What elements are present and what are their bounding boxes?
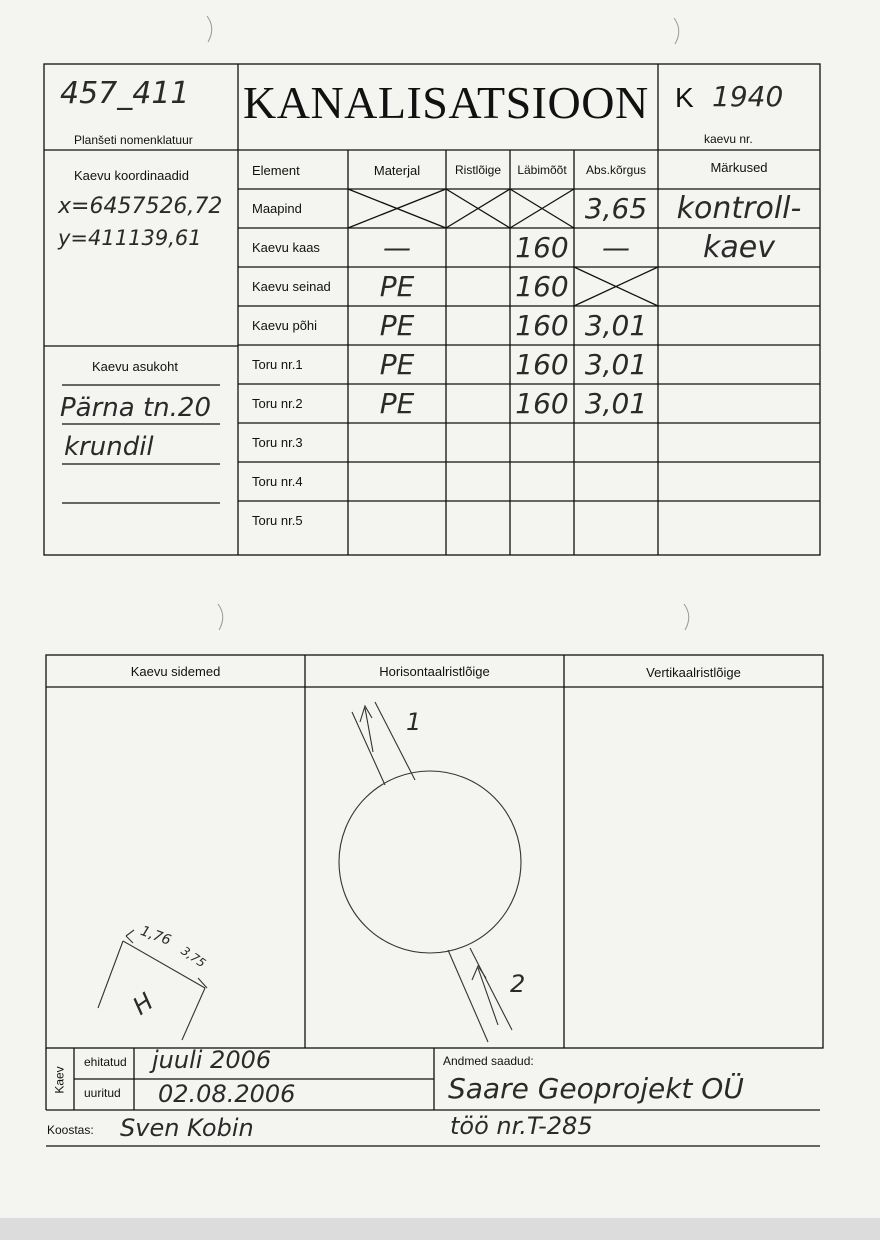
- andmed-value: Saare Geoprojekt OÜ: [448, 1072, 744, 1105]
- ehitatud-label: ehitatud: [84, 1055, 127, 1069]
- cell-ristloige: [446, 384, 510, 423]
- cell-labimoot: [510, 189, 574, 228]
- uuritud-label: uuritud: [84, 1086, 121, 1100]
- cell-labimoot: 160: [515, 309, 569, 342]
- cell-element: Toru nr.2: [252, 396, 303, 411]
- col-header-ristloige: Ristlõige: [454, 163, 502, 177]
- cell-materjal: PE: [379, 270, 415, 303]
- cell-labimoot: 160: [515, 387, 569, 420]
- cell-materjal: [348, 501, 446, 540]
- cell-abs-korgus: —: [602, 231, 630, 264]
- house-mark: H: [127, 987, 159, 1021]
- pipe2-label: 2: [510, 970, 526, 998]
- punch-hole-mark: [207, 16, 212, 42]
- cell-labimoot: 160: [515, 231, 569, 264]
- cell-markused: [658, 384, 820, 423]
- cell-markused: [658, 423, 820, 462]
- col-header-markused: Märkused: [710, 159, 768, 175]
- well-label: kaevu nr.: [704, 132, 753, 146]
- cell-ristloige: [446, 306, 510, 345]
- cell-abs-korgus: [574, 423, 658, 462]
- cell-markused: [658, 501, 820, 540]
- cell-ristloige: [446, 423, 510, 462]
- sketch-dimension-1: 1,76: [138, 923, 173, 949]
- cell-materjal: —: [383, 231, 411, 264]
- well-number: 1940: [712, 80, 784, 113]
- cell-abs-korgus: 3,01: [584, 348, 648, 381]
- cell-element: Kaevu põhi: [252, 318, 318, 333]
- cell-markused: [658, 462, 820, 501]
- col-header-labimoot: Läbimõõt: [517, 163, 567, 177]
- cell-materjal: PE: [379, 387, 415, 420]
- cell-ristloige: [446, 462, 510, 501]
- cell-ristloige: [446, 267, 510, 306]
- col-header-element: Element: [252, 162, 300, 178]
- uuritud-value: 02.08.2006: [158, 1080, 296, 1108]
- well-prefix: K: [675, 82, 694, 113]
- coordinates-label: Kaevu koordinaadid: [74, 168, 189, 183]
- cell-abs-korgus: [574, 462, 658, 501]
- cell-abs-korgus: 3,65: [584, 192, 648, 225]
- cell-markused: [658, 267, 820, 306]
- punch-hole-mark: [674, 18, 679, 44]
- cell-markused: kontroll-: [676, 191, 802, 226]
- cell-ristloige: [446, 189, 510, 228]
- col-header-materjal: Materjal: [373, 162, 421, 178]
- cell-materjal: [348, 423, 446, 462]
- header-vertikaal: Vertikaalristlõige: [646, 664, 741, 680]
- sheet-label: Planšeti nomenklatuur: [74, 133, 193, 147]
- cell-labimoot: 160: [515, 348, 569, 381]
- location-line2: krundil: [64, 432, 154, 462]
- cell-element: Toru nr.3: [252, 435, 303, 450]
- cell-markused: [658, 345, 820, 384]
- cell-element: Kaevu seinad: [252, 279, 331, 294]
- horizontal-section-drawing: [339, 702, 521, 1042]
- cell-materjal: PE: [379, 348, 415, 381]
- cell-ristloige: [446, 345, 510, 384]
- cell-abs-korgus: 3,01: [584, 387, 648, 420]
- too-value: töö nr.T-285: [450, 1112, 593, 1140]
- kaev-label: Kaev: [53, 1066, 68, 1094]
- cell-markused: [658, 306, 820, 345]
- sketch-dimension-2: 3,75: [178, 943, 209, 971]
- cell-labimoot: [510, 462, 574, 501]
- header-kaevu-sidemed: Kaevu sidemed: [130, 663, 221, 679]
- cell-element: Kaevu kaas: [252, 240, 320, 255]
- cell-materjal: [348, 462, 446, 501]
- coordinate-y: y=411139,61: [58, 226, 202, 250]
- cell-materjal: [348, 189, 446, 228]
- cell-labimoot: [510, 501, 574, 540]
- punch-hole-mark: [684, 604, 689, 630]
- page-title: KANALISATSIOON: [243, 77, 649, 128]
- cell-abs-korgus: [574, 501, 658, 540]
- cell-labimoot: 160: [515, 270, 569, 303]
- scan-edge: [0, 1218, 880, 1240]
- cell-labimoot: [510, 423, 574, 462]
- cell-element: Toru nr.5: [252, 513, 303, 528]
- sheet-number: 457_411: [60, 76, 190, 111]
- ehitatud-value: juuli 2006: [152, 1046, 272, 1074]
- location-line1: Pärna tn.20: [60, 393, 211, 423]
- cell-element: Toru nr.4: [252, 474, 303, 489]
- andmed-label: Andmed saadud:: [443, 1054, 534, 1068]
- cell-abs-korgus: [574, 267, 658, 306]
- koostas-value: Sven Kobin: [120, 1114, 254, 1142]
- cell-materjal: PE: [379, 309, 415, 342]
- col-header-abs: Abs.kõrgus: [585, 163, 647, 177]
- cell-abs-korgus: 3,01: [584, 309, 648, 342]
- koostas-label: Koostas:: [47, 1123, 94, 1137]
- cell-markused: kaev: [703, 230, 775, 265]
- coordinate-x: x=6457526,72: [58, 194, 223, 219]
- location-label: Kaevu asukoht: [92, 359, 179, 374]
- cell-element: Toru nr.1: [252, 357, 303, 372]
- cell-ristloige: [446, 501, 510, 540]
- punch-hole-mark: [218, 604, 223, 630]
- cell-ristloige: [446, 228, 510, 267]
- header-horisontaal: Horisontaalristlõige: [379, 663, 490, 679]
- cell-element: Maapind: [252, 201, 302, 216]
- pipe1-label: 1: [406, 708, 422, 736]
